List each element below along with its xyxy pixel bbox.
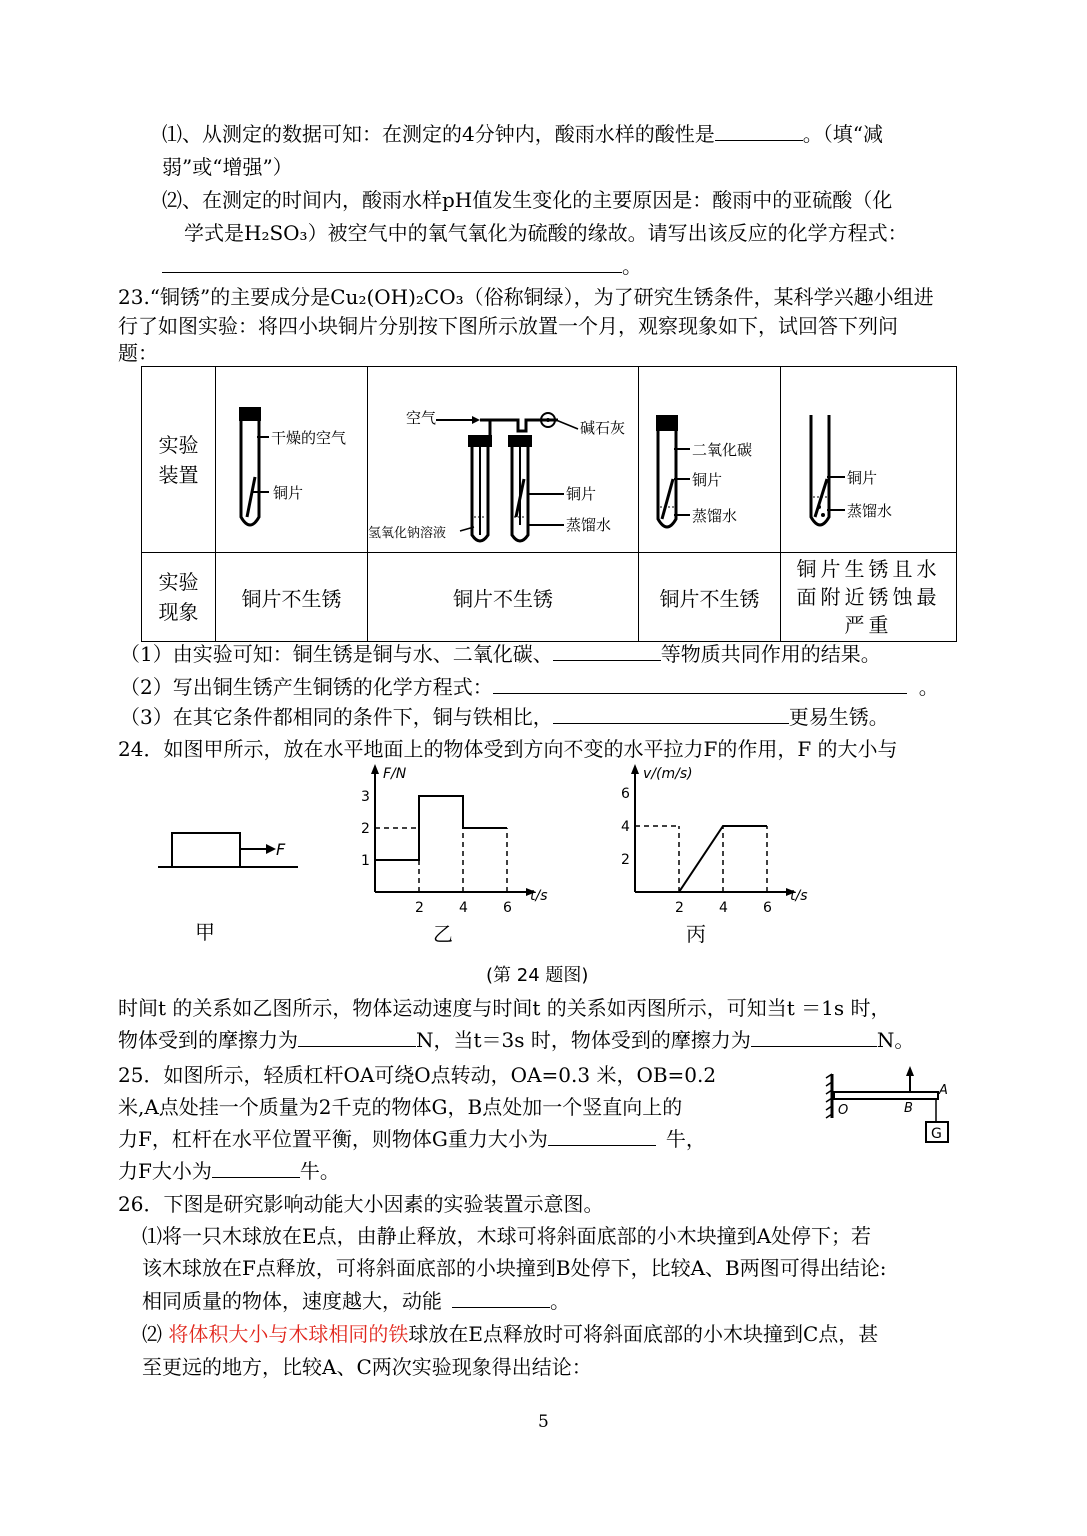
q24-blank-1[interactable] [298,1028,416,1047]
weight-g: G [931,1126,942,1142]
q22-end-mark: 。 [622,254,642,278]
y-tick-label: 2 [361,821,370,837]
y-tick-label: 3 [361,789,370,805]
y-tick-label: 2 [621,852,630,868]
chart-yi [340,762,560,912]
q22-p1-text: ⑴、从测定的数据可知：在测定的4分钟内，酸雨水样的酸性是 [162,122,715,146]
q25-line2: 米,A点处挂一个质量为2千克的物体G，B点处加一个竖直向上的 [118,1095,683,1119]
x-tick-label: 6 [503,900,512,912]
q23-intro-3: 题： [118,341,158,365]
fig-bing-label: 丙 [686,922,706,946]
q24-intro: 24．如图甲所示，放在水平地面上的物体受到方向不变的水平拉力F的作用，F 的大小与 [118,737,898,761]
q22-p2-line3 [162,254,642,278]
x-tick-label: 2 [675,900,684,912]
q23-s2-text: （2）写出铜生锈产生铜锈的化学方程式： [120,675,493,699]
table-row-results [142,553,957,642]
header-text: 现象 [158,600,199,624]
q26-p2-prefix: ⑵ [142,1322,169,1346]
force-label: F [276,840,286,859]
q23-s2 [120,675,939,699]
q25-text-c: 力F大小为 [118,1159,212,1183]
q23-s3-blank[interactable] [553,705,789,724]
x-tick-label: 6 [763,900,772,912]
result-1: 铜片不生锈 [216,553,368,642]
q23-s3 [120,705,889,729]
q26-text-a: 相同质量的物体，速度越大，动能 [142,1289,442,1313]
q22-p1-blank[interactable] [715,122,803,141]
q26-p1-line2: 该木球放在F点释放，可将斜面底部的小块撞到B处停下，比较A、B两图可得出结论: [142,1256,887,1280]
x-tick-label: 4 [719,900,728,912]
chart-bing [600,762,820,912]
label-co2: 二氧化碳 [691,441,752,459]
label-distilled-water: 蒸馏水 [847,502,893,520]
q24-text-a: 物体受到的摩擦力为 [118,1028,298,1052]
lever-point-o: O [838,1103,849,1118]
y-axis-arrow [371,764,379,774]
label-naoh: 氢氧化钠溶液 [368,526,447,541]
label-soda-lime: 碱石灰 [580,419,626,437]
x-tick-label: 2 [415,900,424,912]
q22-p1-text-b: 。（填“减 [802,122,883,146]
y-axis-label: F/N [383,766,407,782]
table-row-devices [142,367,957,553]
y-tick-label: 1 [361,853,370,869]
y-tick-label: 6 [621,786,630,802]
q23-s2-blank[interactable] [493,675,907,694]
lever-point-a: A [939,1083,948,1098]
label-copper: 铜片 [691,471,722,489]
result-4-line: 严重 [844,613,893,637]
q26-p2-highlight: 将体积大小与木球相同的铁 [168,1322,409,1346]
q23-intro-2: 行了如图实验：将四小块铜片分别按下图所示放置一个月，观察现象如下，试回答下列问 [118,314,898,338]
label-air: 空气 [406,409,437,427]
device-3-test-tube-icon [640,367,780,547]
q25-text-a: 力F，杠杆在水平位置平衡，则物体G重力大小为 [118,1127,548,1151]
device-1-test-tube-icon [217,367,367,547]
y-axis-label: v/(m/s) [643,766,693,782]
q26-p1-line1: ⑴将一只木球放在E点，由静止释放，木球可将斜面底部的小木块撞到A处停下；若 [142,1224,872,1248]
q23-s2-end: 。 [918,675,939,699]
q26-p1-line3 [142,1289,570,1313]
q25-line3 [118,1127,706,1151]
label-copper: 铜片 [566,485,597,503]
q23-s1-blank[interactable] [553,642,661,661]
x-axis-label: t/s [790,888,808,904]
row-header-device [142,367,216,553]
result-3: 铜片不生锈 [639,553,781,642]
label-copper: 铜片 [272,484,303,502]
x-tick-label: 4 [459,900,468,912]
q26-blank-1[interactable] [452,1289,550,1308]
header-text: 实验 [158,432,199,457]
header-text: 实验 [158,570,199,594]
result-4-line: 铜片生锈且水 [796,557,941,581]
q24-line2: 时间t 的关系如乙图所示，物体运动速度与时间t 的关系如丙图所示，可知当t ＝1s 时， [118,996,891,1020]
label-distilled-water: 蒸馏水 [566,516,612,534]
experiment-table [141,366,957,642]
label-copper: 铜片 [847,469,878,487]
q25-blank-2[interactable] [212,1159,300,1178]
q25-line1: 25．如图所示，轻质杠杆OA可绕O点转动，OA=0.3 米，OB=0.2 [118,1063,717,1087]
q26-p2-line1 [142,1322,878,1346]
q23-s1-text-b: 等物质共同作用的结果。 [660,642,881,666]
q24-line3 [118,1028,914,1052]
label-distilled-water: 蒸馏水 [691,507,737,525]
q24-text-b: N，当t＝3s 时，物体受到的摩擦力为 [416,1028,751,1052]
device-4-test-tube-icon [781,367,955,547]
q22-p2-line2: 学式是H₂SO₃）被空气中的氧气氧化为硫酸的缘故。请写出该反应的化学方程式： [184,221,908,245]
lever-diagram [822,1062,952,1152]
data-line [635,826,767,892]
q23-s1-text: （1）由实验可知：铜生锈是铜与水、二氧化碳、 [120,642,553,666]
q22-equation-blank[interactable] [162,254,622,273]
result-4 [780,553,956,642]
q25-text-b: 牛， [665,1127,706,1151]
q26-p2-line2: 至更远的地方，比较A、C两次实验现象得出结论： [142,1355,592,1379]
q23-s3-text-b: 更易生锈。 [788,705,889,729]
q26-intro: 26．下图是研究影响动能大小因素的实验装置示意图。 [118,1192,604,1216]
device-2-cell [368,367,639,553]
q22-p2-line1: ⑵、在测定的时间内，酸雨水样pH值发生变化的主要原因是：酸雨中的亚硫酸（化 [162,188,893,212]
y-tick-label: 4 [621,819,630,835]
row-header-result [142,553,216,642]
device-2-apparatus-icon [368,367,638,547]
q23-intro-1: 23.“铜锈”的主要成分是Cu₂(OH)₂CO₃（俗称铜绿），为了研究生锈条件，某科学兴趣小组进 [118,285,934,309]
label-dry-air: 干燥的空气 [270,429,346,447]
y-axis-arrow [631,764,639,774]
page-number: 5 [538,1412,549,1432]
fig-yi-label: 乙 [433,922,453,946]
lever-point-b: B [904,1101,913,1116]
device-3-cell [639,367,781,553]
x-axis-label: t/s [530,888,548,904]
q25-blank-1[interactable] [548,1127,656,1146]
figure-caption: (第 24 题图) [486,965,589,986]
q23-s3-text: （3）在其它条件都相同的条件下，铜与铁相比， [120,705,553,729]
fig-jia-label: 甲 [195,920,215,944]
q22-p1-line2: 弱”或“增强”） [162,155,293,179]
q24-blank-2[interactable] [751,1028,877,1047]
q25-text-d: 牛。 [299,1159,340,1183]
q23-s1 [120,642,881,666]
q26-text-b: 。 [550,1289,570,1313]
result-4-line: 面附近锈蚀最 [796,585,941,609]
device-1-cell [216,367,368,553]
q22-p1-line1 [162,122,883,146]
fig-jia-block-diagram [150,825,300,875]
header-text: 装置 [158,462,199,487]
q26-p2-rest: 球放在E点释放时可将斜面底部的小木块撞到C点，甚 [408,1322,879,1346]
q25-line4 [118,1159,340,1183]
result-2: 铜片不生锈 [368,553,639,642]
device-4-cell [780,367,956,553]
q24-text-c: N。 [876,1028,915,1052]
